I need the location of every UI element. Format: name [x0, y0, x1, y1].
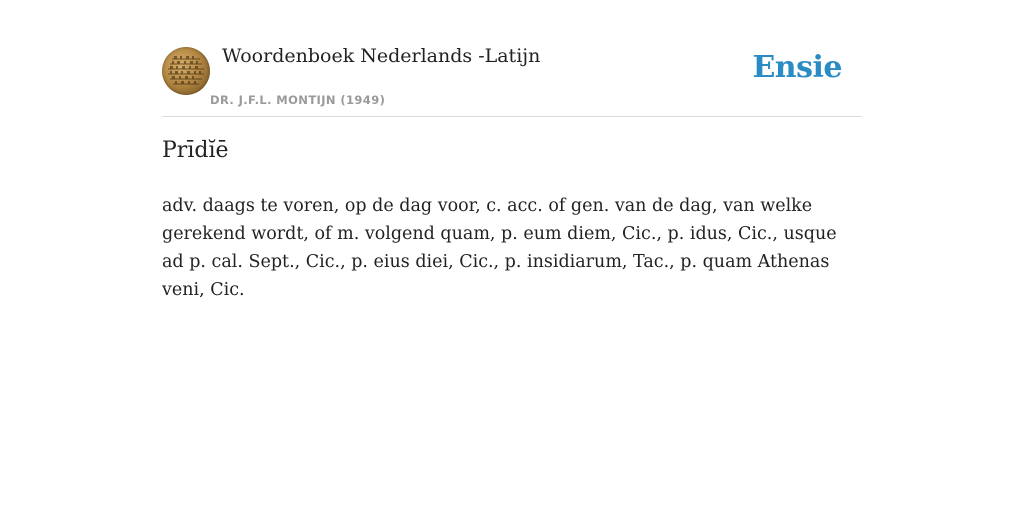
author-byline: DR. J.F.L. MONTIJN (1949): [210, 93, 386, 107]
header: [162, 0, 862, 117]
entry-title: Prīdĭē: [162, 138, 229, 163]
bronze-coin-logo-icon[interactable]: [162, 47, 210, 95]
book-title[interactable]: Woordenboek Nederlands -Latijn: [222, 45, 541, 67]
entry-definition: adv. daags te voren, op de dag voor, c. acc. of gen. van de dag, van welke gerekend wordt, of m. volgend quam, p. eum diem, Cic., p. idus, Cic., usque ad p. cal. Sept., Cic., p. eius diei, Cic., p. insidiarum, Tac., p. quam Athenas veni, Cic.: [162, 196, 837, 300]
brand-logo-link[interactable]: Ensie: [752, 50, 842, 85]
page-container: [162, 0, 862, 300]
